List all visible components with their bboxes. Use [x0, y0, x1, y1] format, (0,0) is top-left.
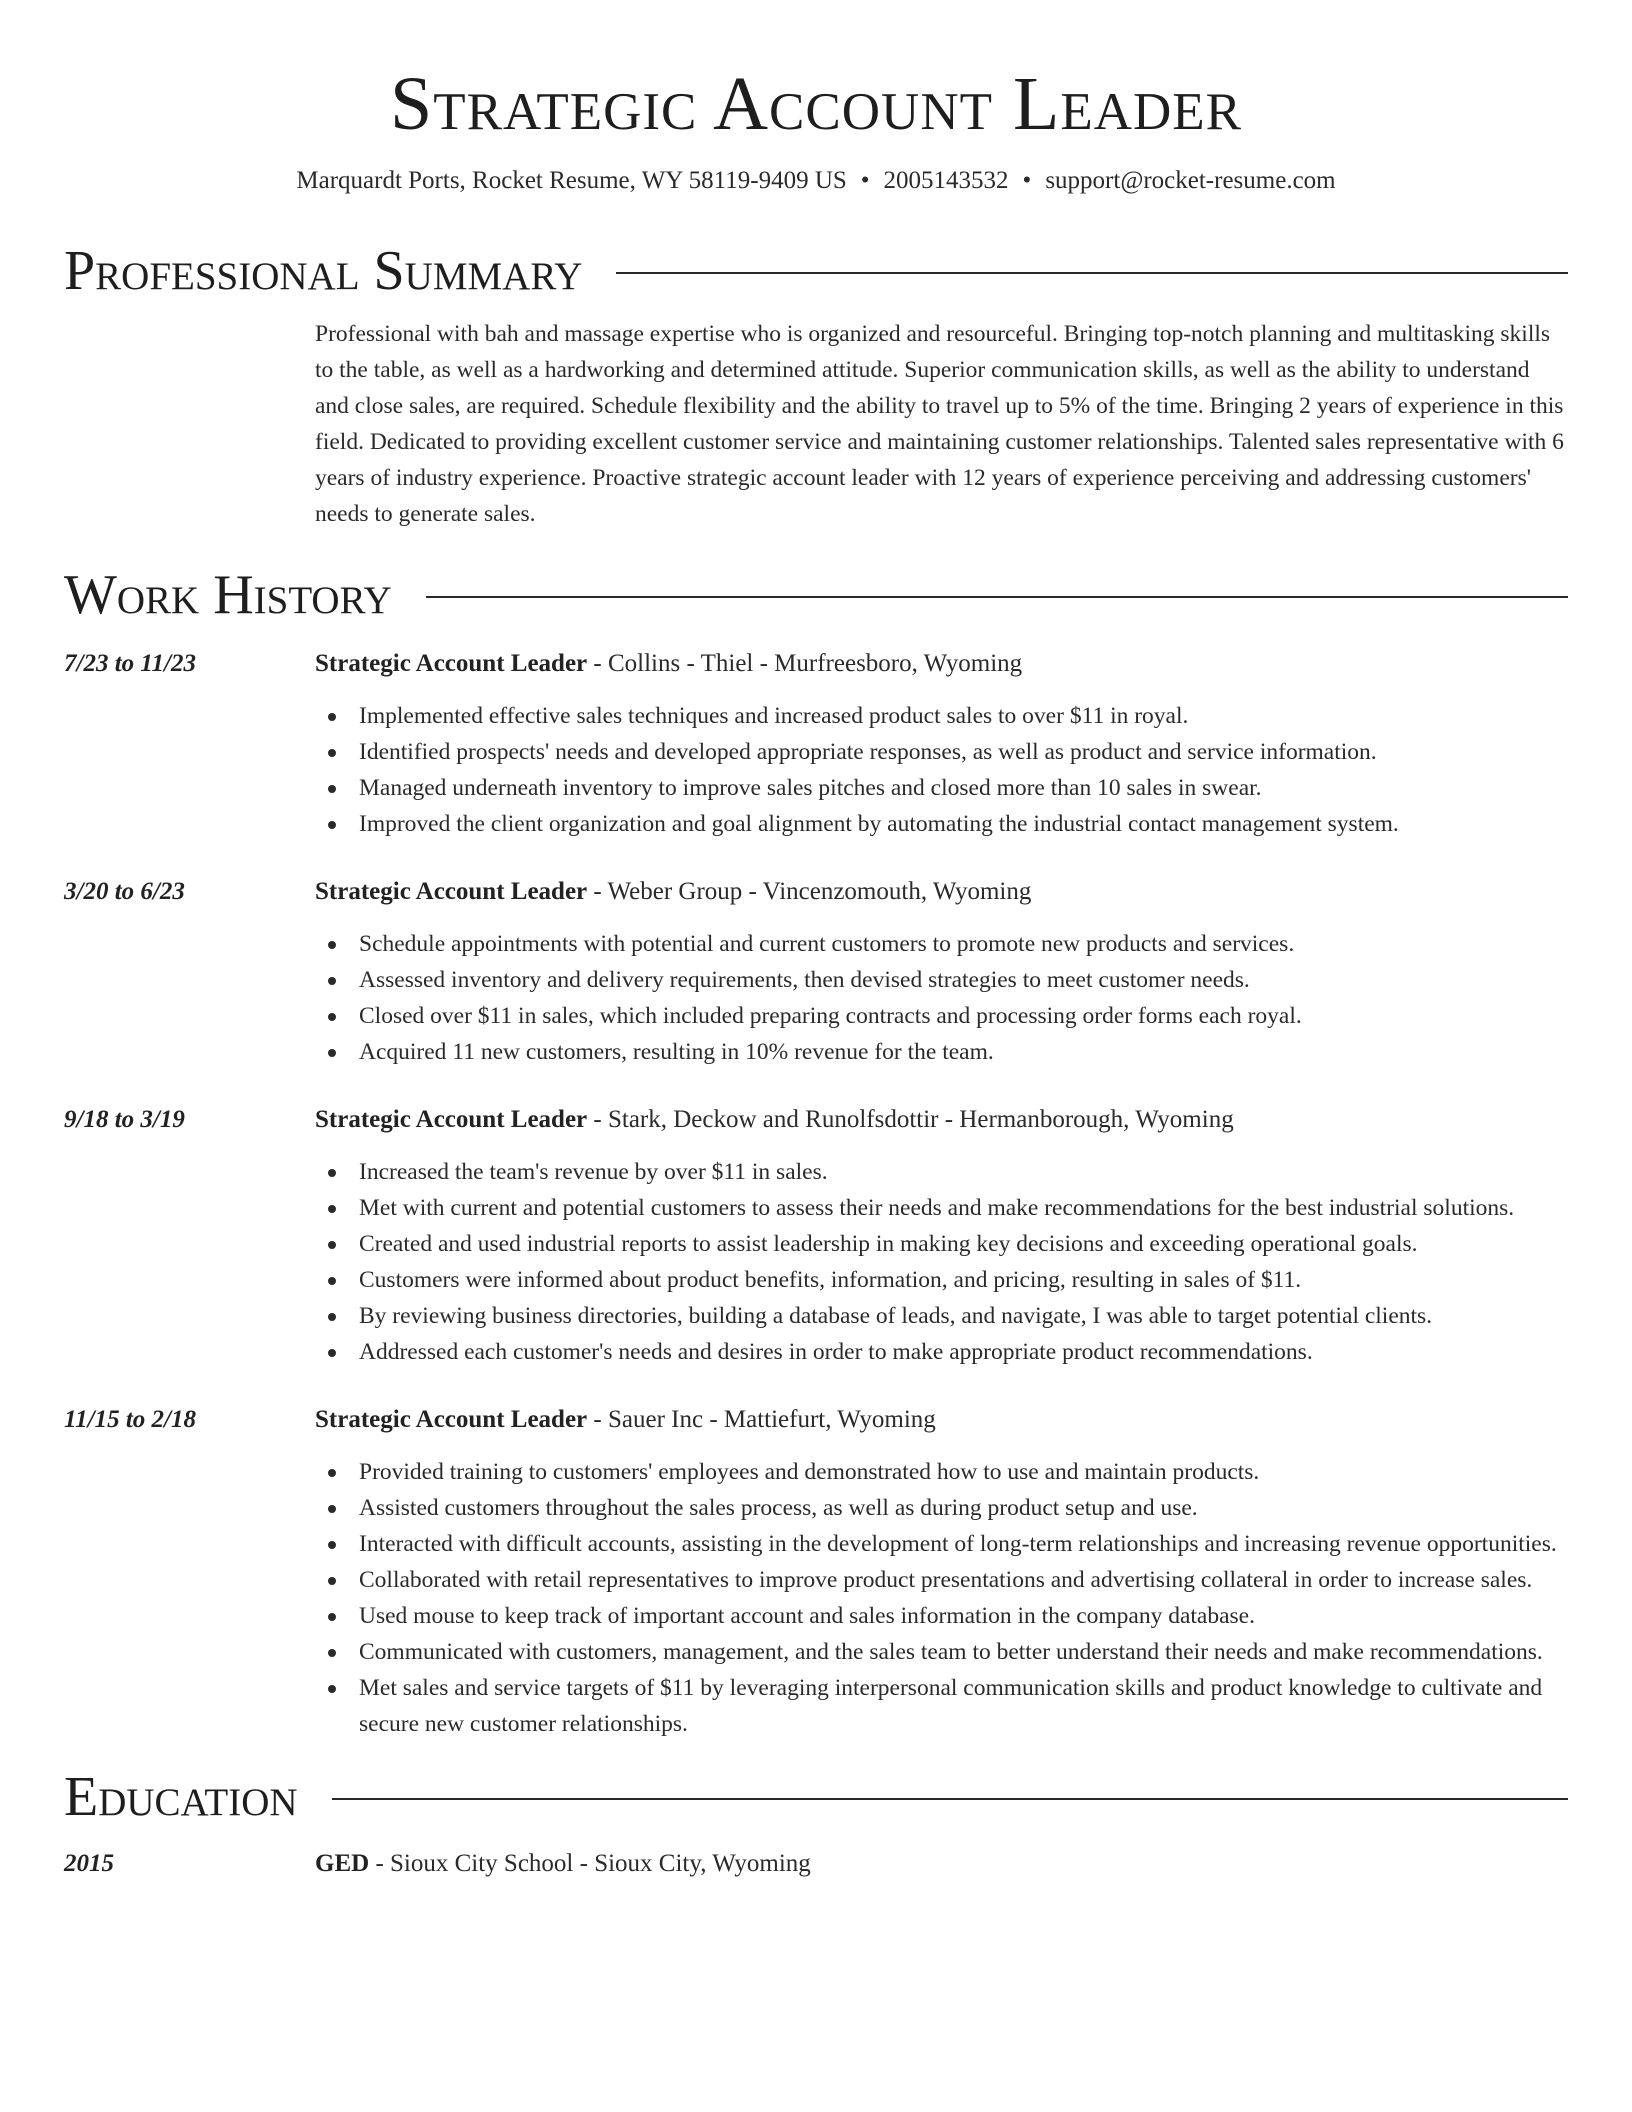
resume-name: Strategic Account Leader: [389, 62, 1243, 146]
education-line: [315, 1846, 811, 1882]
job-bullet-list: [315, 698, 1568, 842]
job-header: [64, 646, 1568, 682]
job-header: [64, 874, 1568, 910]
job-bullet: Implemented effective sales techniques and increased product sales to over $11 in royal.: [315, 698, 1568, 734]
work-section-header: [64, 560, 1568, 630]
job-dates: 9/18 to 3/19: [64, 1106, 185, 1133]
job-bullet-list: [315, 1154, 1568, 1370]
job-bullet: Improved the client organization and goal alignment by automating the industrial contact management system.: [315, 806, 1568, 842]
section-divider: [616, 272, 1568, 274]
job-bullet: By reviewing business directories, building a database of leads, and navigate, I was able to target potential clients.: [315, 1298, 1568, 1334]
job-bullet: Increased the team's revenue by over $11 in sales.: [315, 1154, 1568, 1190]
job-title: Strategic Account Leader: [315, 878, 588, 905]
job-bullet: Created and used industrial reports to assist leadership in making key decisions and exceeding operational goals.: [315, 1226, 1568, 1262]
job-bullet: Acquired 11 new customers, resulting in 10% revenue for the team.: [315, 1034, 1568, 1070]
job-entry: [64, 1102, 1568, 1370]
contact-separator: •: [1022, 167, 1032, 194]
job-bullet: Closed over $11 in sales, which included preparing contracts and processing order forms each royal.: [315, 998, 1568, 1034]
education-list: [64, 1846, 1568, 1882]
section-divider: [332, 1798, 1568, 1800]
job-header: [64, 1402, 1568, 1438]
summary-text: Professional with bah and massage expertise who is organized and resourceful. Bringing top-notch planning and multitasking skills to the table, as well as a hardworking and determined attitude. Superior communication skills, as well as the ability to understand and close sales, are required. Schedule flexibility and the ability to travel up to 5% of the time. Bringing 2 years of experience in this field. Dedicated to providing excellent customer service and maintaining customer relationships. Talented sales representative with 6 years of industry experience. Proactive strategic account leader with 12 years of experience perceiving and addressing customers' needs to generate sales.: [315, 321, 1564, 527]
job-employer-location: - Weber Group - Vincenzomouth, Wyoming: [587, 878, 1032, 905]
job-bullet: Managed underneath inventory to improve sales pitches and closed more than 10 sales in swear.: [315, 770, 1568, 806]
contact-address: Marquardt Ports, Rocket Resume, WY 58119-9409 US: [296, 167, 847, 194]
job-title-line: [315, 1402, 936, 1438]
job-bullet: Met sales and service targets of $11 by leveraging interpersonal communication skills and product knowledge to cultivate and secure new customer relationships.: [315, 1670, 1568, 1742]
job-entry: [64, 1402, 1568, 1742]
education-school-location: - Sioux City School - Sioux City, Wyoming: [369, 1850, 811, 1877]
education-year: 2015: [64, 1850, 114, 1877]
job-bullet: Interacted with difficult accounts, assisting in the development of long-term relationships and increasing revenue opportunities.: [315, 1526, 1568, 1562]
summary-section-title: Professional Summary: [64, 240, 583, 302]
job-title: Strategic Account Leader: [315, 1406, 588, 1433]
job-entry: [64, 646, 1568, 842]
work-section-title: Work History: [64, 564, 392, 626]
job-title: Strategic Account Leader: [315, 1106, 588, 1133]
job-header: [64, 1102, 1568, 1138]
job-bullet: Collaborated with retail representatives to improve product presentations and advertising collateral in order to increase sales.: [315, 1562, 1568, 1598]
job-bullet: Met with current and potential customers to assess their needs and make recommendations for the best industrial solutions.: [315, 1190, 1568, 1226]
job-dates: 7/23 to 11/23: [64, 650, 196, 677]
job-employer-location: - Sauer Inc - Mattiefurt, Wyoming: [587, 1406, 936, 1433]
work-history-list: [64, 646, 1568, 1742]
job-dates: 3/20 to 6/23: [64, 878, 185, 905]
summary-section-header: [64, 236, 1568, 306]
education-section-title: Education: [64, 1766, 298, 1828]
job-bullet: Assessed inventory and delivery requirements, then devised strategies to meet customer needs.: [315, 962, 1568, 998]
job-bullet: Addressed each customer's needs and desires in order to make appropriate product recommendations.: [315, 1334, 1568, 1370]
job-bullet: Identified prospects' needs and developed appropriate responses, as well as product and service information.: [315, 734, 1568, 770]
job-bullet-list: [315, 1454, 1568, 1742]
job-bullet: Used mouse to keep track of important account and sales information in the company database.: [315, 1598, 1568, 1634]
job-bullet: Assisted customers throughout the sales process, as well as during product setup and use.: [315, 1490, 1568, 1526]
contact-line: [64, 164, 1568, 198]
job-employer-location: - Stark, Deckow and Runolfsdottir - Hermanborough, Wyoming: [587, 1106, 1234, 1133]
education-section-header: [64, 1762, 1568, 1832]
job-title-line: [315, 646, 1022, 682]
contact-phone: 2005143532: [883, 167, 1009, 194]
job-title-line: [315, 874, 1031, 910]
job-dates: 11/15 to 2/18: [64, 1406, 196, 1433]
section-divider: [426, 596, 1568, 598]
contact-email: support@rocket-resume.com: [1045, 167, 1336, 194]
job-bullet: Schedule appointments with potential and current customers to promote new products and services.: [315, 926, 1568, 962]
job-bullet: Communicated with customers, management, and the sales team to better understand their needs and make recommendations.: [315, 1634, 1568, 1670]
education-entry: [64, 1846, 1568, 1882]
job-bullet: Customers were informed about product benefits, information, and pricing, resulting in sales of $11.: [315, 1262, 1568, 1298]
contact-separator: •: [860, 167, 870, 194]
job-employer-location: - Collins - Thiel - Murfreesboro, Wyoming: [587, 650, 1023, 677]
job-title-line: [315, 1102, 1234, 1138]
job-bullet: Provided training to customers' employees and demonstrated how to use and maintain products.: [315, 1454, 1568, 1490]
education-degree: GED: [315, 1850, 370, 1877]
job-entry: [64, 874, 1568, 1070]
job-title: Strategic Account Leader: [315, 650, 588, 677]
job-bullet-list: [315, 926, 1568, 1070]
